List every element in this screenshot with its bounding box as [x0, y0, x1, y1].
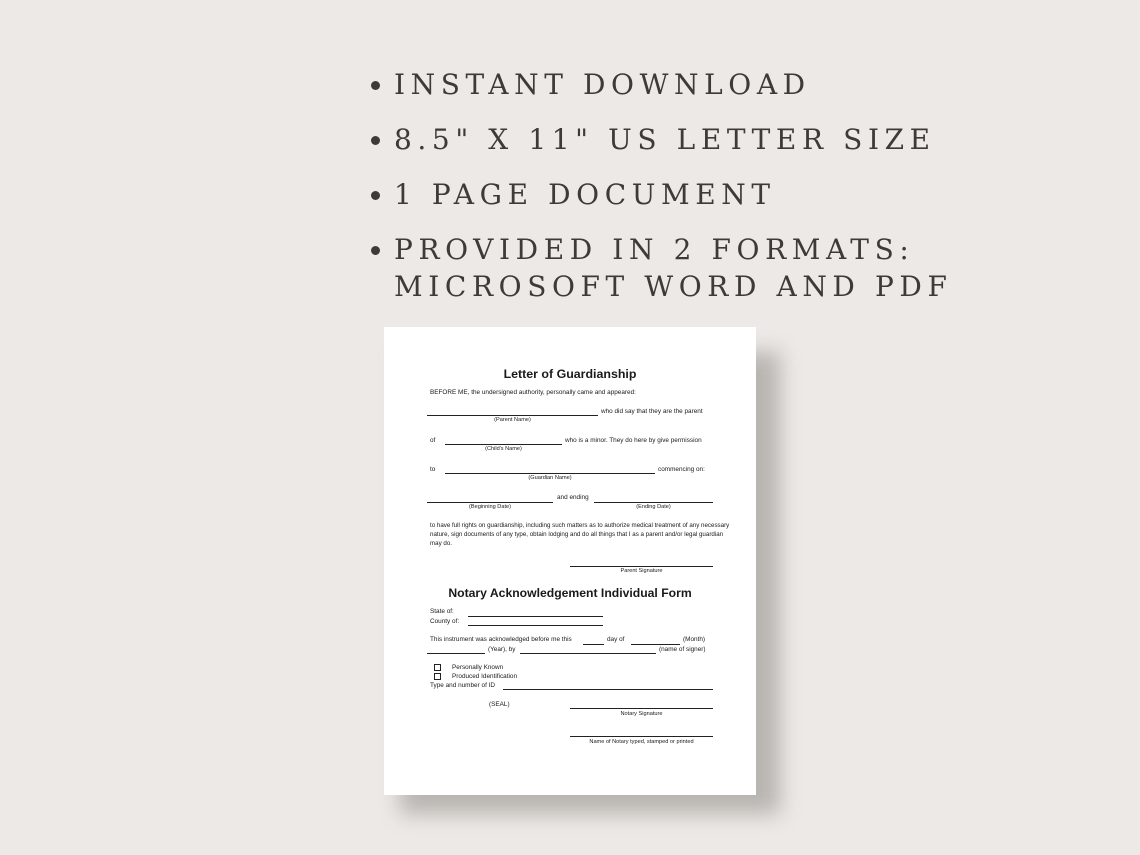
to-label: to: [430, 466, 436, 473]
day-of-text: day of: [607, 636, 625, 643]
bullet-icon: [371, 246, 380, 255]
feature-instant-download: INSTANT DOWNLOAD: [394, 68, 811, 101]
notary-signature-caption: Notary Signature: [620, 711, 663, 717]
feature-formats: PROVIDED IN 2 FORMATS:: [394, 233, 915, 266]
personally-known-label: Personally Known: [452, 664, 504, 671]
produced-id-checkbox[interactable]: [434, 673, 441, 680]
parent-signature-caption: Parent Signature: [620, 568, 663, 574]
intro-text: BEFORE ME, the undersigned authority, personally came and appeared:: [430, 389, 636, 396]
type-id-line: [503, 689, 713, 690]
parent-name-line: [427, 415, 598, 416]
guardian-suffix-text: commencing on:: [658, 466, 705, 473]
bullet-icon: [371, 81, 380, 90]
parent-name-caption: (Parent Name): [494, 417, 531, 423]
signer-name-line: [520, 653, 656, 654]
state-label: State of:: [430, 608, 454, 615]
feature-formats-detail: MICROSOFT WORD AND PDF: [394, 270, 953, 303]
seal-label: (SEAL): [489, 701, 510, 708]
child-name-caption: (Child's Name): [485, 446, 522, 452]
feature-letter-size: 8.5" X 11" US LETTER SIZE: [394, 123, 936, 156]
child-suffix-text: who is a minor. They do here by give permission: [565, 437, 702, 444]
acknowledged-text: This instrument was acknowledged before me this: [430, 636, 572, 643]
name-of-signer-label: (name of signer): [659, 646, 706, 653]
personally-known-checkbox[interactable]: [434, 664, 441, 671]
parent-suffix-text: who did say that they are the parent: [601, 408, 703, 415]
day-line: [583, 644, 604, 645]
beginning-date-caption: (Beginning Date): [469, 504, 511, 510]
feature-page-count: 1 PAGE DOCUMENT: [394, 178, 776, 211]
document-title: Letter of Guardianship: [503, 367, 637, 381]
document-preview: [384, 327, 756, 795]
bullet-icon: [371, 136, 380, 145]
county-label: County of:: [430, 618, 460, 625]
and-ending-text: and ending: [557, 494, 589, 501]
year-line: [427, 653, 485, 654]
notary-name-caption: Name of Notary typed, stamped or printed: [589, 739, 694, 745]
produced-id-label: Produced Identification: [452, 673, 518, 680]
feature-list: [0, 0, 1140, 320]
type-id-label: Type and number of ID: [430, 682, 496, 689]
month-line: [631, 644, 680, 645]
ending-date-caption: (Ending Date): [636, 504, 671, 510]
notary-title: Notary Acknowledgement Individual Form: [448, 586, 692, 600]
guardian-name-caption: (Guardian Name): [528, 475, 572, 481]
of-label: of: [430, 437, 436, 444]
notary-signature-line: [570, 708, 713, 709]
guardian-name-line: [445, 473, 655, 474]
county-line: [468, 625, 603, 626]
rights-paragraph: to have full rights on guardianship, including such matters as to authorize medical treatment of any necessary nature, sign documents of any type, obtain lodging and do all things that I as a parent and/or legal guardian may do.: [430, 522, 730, 547]
bullet-icon: [371, 191, 380, 200]
month-label: (Month): [683, 636, 706, 643]
parent-signature-line: [570, 566, 713, 567]
child-name-line: [445, 444, 562, 445]
ending-date-line: [594, 502, 713, 503]
year-by-text: (Year), by: [488, 646, 516, 653]
notary-name-line: [570, 736, 713, 737]
beginning-date-line: [427, 502, 553, 503]
state-line: [468, 616, 603, 617]
